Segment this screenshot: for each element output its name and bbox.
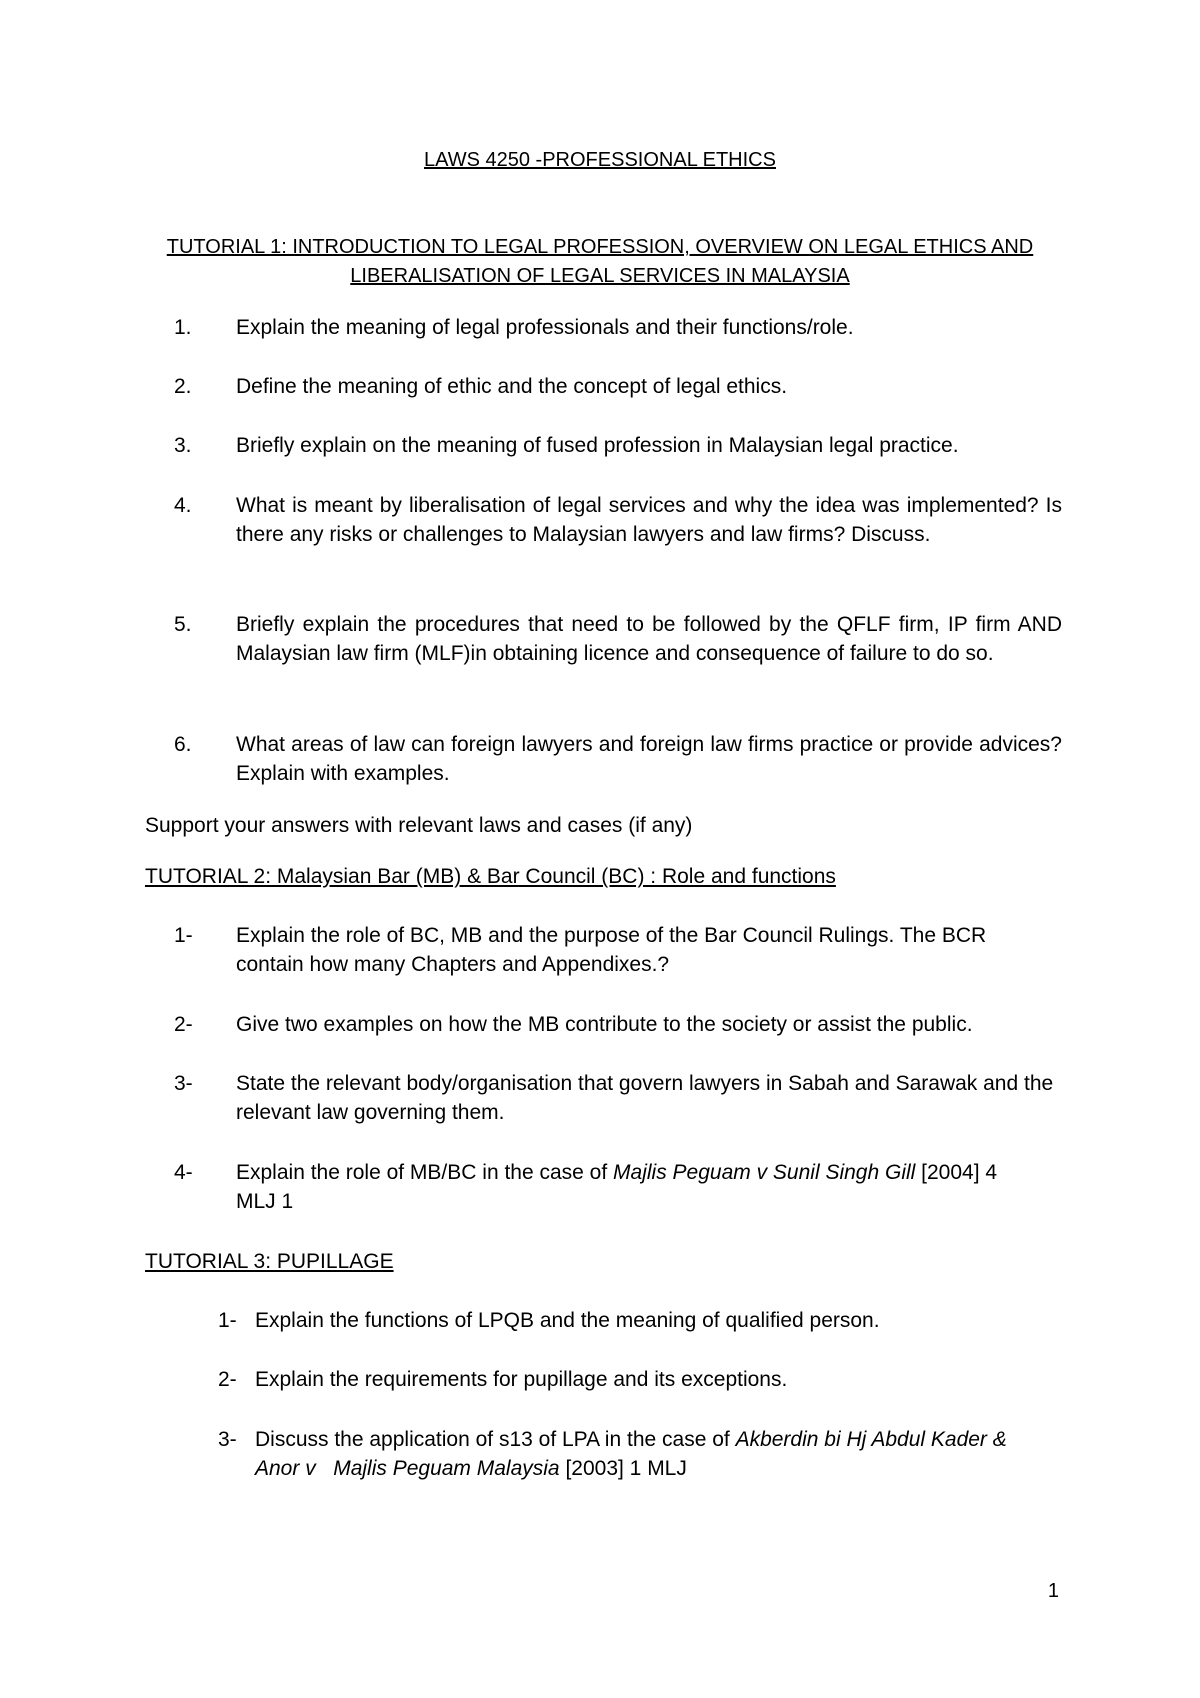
question-text: Explain the requirements for pupillage and its exceptions. <box>255 1368 788 1391</box>
question-text <box>236 1158 1016 1216</box>
question-number: 3- <box>218 1428 237 1451</box>
question-text: Define the meaning of ethic and the concept of legal ethics. <box>236 375 788 398</box>
question-number: 3- <box>174 1072 193 1095</box>
question-text-after: [2004] 4 MLJ 1 <box>236 1161 998 1213</box>
question-number: 4. <box>174 494 192 517</box>
question-text: Briefly explain the procedures that need to be followed by the QFLF firm, IP firm AND Malaysian law firm (MLF)in obtaining licence and consequence of failure to do so. <box>236 613 1062 665</box>
case-name: Majlis Peguam v Sunil Singh Gill <box>613 1161 916 1184</box>
case-name: Akberdin bi Hj Abdul Kader & Anor v Majlis Peguam Malaysia <box>255 1428 1012 1480</box>
tutorial1-heading-line2: LIBERALISATION OF LEGAL SERVICES IN MALAYSIA <box>350 265 850 287</box>
question-number: 3. <box>174 434 192 457</box>
question-number: 2- <box>218 1368 237 1391</box>
question-text: Explain the meaning of legal professionals and their functions/role. <box>236 316 854 339</box>
question-number: 2. <box>174 375 192 398</box>
question-number: 1- <box>218 1309 237 1332</box>
question-text: State the relevant body/organisation that govern lawyers in Sabah and Sarawak and the relevant law governing them. <box>236 1072 1054 1124</box>
question-number: 1- <box>174 924 193 947</box>
question-text: What is meant by liberalisation of legal services and why the idea was implemented? Is there any risks or challenges to Malaysian lawyers and law firms? Discuss. <box>236 494 1062 546</box>
question-text-after: [2003] 1 MLJ <box>559 1457 687 1480</box>
question-number: 2- <box>174 1013 193 1036</box>
tutorial1-heading-line1: TUTORIAL 1: INTRODUCTION TO LEGAL PROFESSION, OVERVIEW ON LEGAL ETHICS AND <box>166 236 1034 258</box>
question-text: Explain the functions of LPQB and the meaning of qualified person. <box>255 1309 880 1332</box>
document-title: LAWS 4250 -PROFESSIONAL ETHICS <box>424 149 776 171</box>
question-number: 4- <box>174 1161 193 1184</box>
question-text: What areas of law can foreign lawyers and foreign law firms practice or provide advices? Explain with examples. <box>236 733 1062 785</box>
question-number: 6. <box>174 733 192 756</box>
question-text-before: Discuss the application of s13 of LPA in the case of <box>255 1428 736 1451</box>
question-number: 5. <box>174 613 192 636</box>
question-text: Briefly explain on the meaning of fused profession in Malaysian legal practice. <box>236 434 959 457</box>
question-text: Explain the role of BC, MB and the purpose of the Bar Council Rulings. The BCR contain how many Chapters and Appendixes.? <box>236 924 987 976</box>
question-text-before: Explain the role of MB/BC in the case of <box>236 1161 614 1184</box>
support-note: Support your answers with relevant laws and cases (if any) <box>145 814 693 837</box>
page-number: 1 <box>1047 1580 1059 1602</box>
question-number: 1. <box>174 316 192 339</box>
tutorial2-heading: TUTORIAL 2: Malaysian Bar (MB) & Bar Council (BC) : Role and functions <box>145 865 836 888</box>
question-text: Give two examples on how the MB contribute to the society or assist the public. <box>236 1013 973 1036</box>
question-text <box>255 1425 1055 1483</box>
tutorial3-heading: TUTORIAL 3: PUPILLAGE <box>145 1250 394 1273</box>
